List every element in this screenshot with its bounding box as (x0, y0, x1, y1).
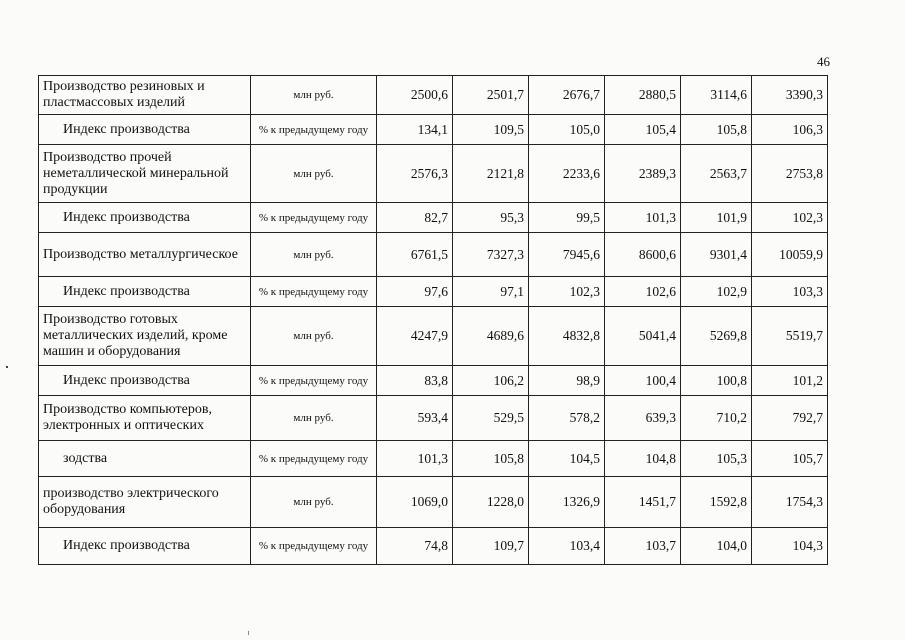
row-unit: % к предыдущему году (251, 203, 377, 233)
table-row (39, 277, 828, 307)
row-unit: % к предыдущему году (251, 528, 377, 565)
value-cell: 95,3 (453, 203, 529, 233)
value-cell: 102,3 (529, 277, 605, 307)
value-cell: 2676,7 (529, 76, 605, 115)
value-cell: 10059,9 (752, 233, 828, 277)
value-cell: 1451,7 (605, 477, 681, 528)
value-cell: 98,9 (529, 366, 605, 396)
value-cell: 101,3 (377, 441, 453, 477)
table-row (39, 366, 828, 396)
row-label: Производство прочей неметаллической минеральной продукции (39, 145, 251, 203)
value-cell: 3390,3 (752, 76, 828, 115)
value-cell: 2500,6 (377, 76, 453, 115)
value-cell: 134,1 (377, 115, 453, 145)
row-label: Производство резиновых и пластмассовых изделий (39, 76, 251, 115)
value-cell: 101,2 (752, 366, 828, 396)
value-cell: 578,2 (529, 396, 605, 441)
value-cell: 101,3 (605, 203, 681, 233)
value-cell: 7945,6 (529, 233, 605, 277)
row-unit: % к предыдущему году (251, 277, 377, 307)
value-cell: 106,3 (752, 115, 828, 145)
value-cell: 1069,0 (377, 477, 453, 528)
row-unit: млн руб. (251, 76, 377, 115)
value-cell: 101,9 (681, 203, 752, 233)
row-label: Производство компьютеров, электронных и оптических (39, 396, 251, 441)
row-unit: млн руб. (251, 396, 377, 441)
value-cell: 5519,7 (752, 307, 828, 366)
row-label: производство электрического оборудования (39, 477, 251, 528)
table-row (39, 441, 828, 477)
value-cell: 82,7 (377, 203, 453, 233)
row-label: Индекс производства (39, 203, 251, 233)
value-cell: 8600,6 (605, 233, 681, 277)
value-cell: 5269,8 (681, 307, 752, 366)
value-cell: 104,5 (529, 441, 605, 477)
value-cell: 105,8 (453, 441, 529, 477)
value-cell: 2563,7 (681, 145, 752, 203)
table-row (39, 477, 828, 528)
table-row (39, 307, 828, 366)
row-label: Производство готовых металлических изделий, кроме машин и оборудования (39, 307, 251, 366)
value-cell: 710,2 (681, 396, 752, 441)
value-cell: 106,2 (453, 366, 529, 396)
value-cell: 99,5 (529, 203, 605, 233)
table-row (39, 145, 828, 203)
value-cell: 109,5 (453, 115, 529, 145)
scan-tick-mark (248, 631, 249, 635)
table-row (39, 233, 828, 277)
value-cell: 2753,8 (752, 145, 828, 203)
value-cell: 105,8 (681, 115, 752, 145)
row-label: зодства (39, 441, 251, 477)
value-cell: 2880,5 (605, 76, 681, 115)
value-cell: 105,3 (681, 441, 752, 477)
value-cell: 104,3 (752, 528, 828, 565)
value-cell: 2501,7 (453, 76, 529, 115)
value-cell: 102,6 (605, 277, 681, 307)
value-cell: 105,7 (752, 441, 828, 477)
row-label: Индекс производства (39, 277, 251, 307)
row-unit: % к предыдущему году (251, 441, 377, 477)
value-cell: 2121,8 (453, 145, 529, 203)
value-cell: 100,8 (681, 366, 752, 396)
value-cell: 103,3 (752, 277, 828, 307)
value-cell: 7327,3 (453, 233, 529, 277)
value-cell: 1228,0 (453, 477, 529, 528)
value-cell: 104,0 (681, 528, 752, 565)
value-cell: 102,9 (681, 277, 752, 307)
value-cell: 109,7 (453, 528, 529, 565)
value-cell: 792,7 (752, 396, 828, 441)
table-body (39, 76, 828, 565)
value-cell: 3114,6 (681, 76, 752, 115)
value-cell: 83,8 (377, 366, 453, 396)
value-cell: 97,6 (377, 277, 453, 307)
table-row (39, 528, 828, 565)
row-unit: % к предыдущему году (251, 366, 377, 396)
value-cell: 2576,3 (377, 145, 453, 203)
value-cell: 529,5 (453, 396, 529, 441)
table-row (39, 203, 828, 233)
value-cell: 105,0 (529, 115, 605, 145)
value-cell: 9301,4 (681, 233, 752, 277)
value-cell: 2389,3 (605, 145, 681, 203)
value-cell: 103,4 (529, 528, 605, 565)
table-row (39, 396, 828, 441)
value-cell: 104,8 (605, 441, 681, 477)
row-label: Индекс производства (39, 528, 251, 565)
value-cell: 1592,8 (681, 477, 752, 528)
value-cell: 1754,3 (752, 477, 828, 528)
value-cell: 593,4 (377, 396, 453, 441)
value-cell: 100,4 (605, 366, 681, 396)
row-unit: млн руб. (251, 233, 377, 277)
table-row (39, 115, 828, 145)
value-cell: 6761,5 (377, 233, 453, 277)
value-cell: 102,3 (752, 203, 828, 233)
value-cell: 1326,9 (529, 477, 605, 528)
value-cell: 4832,8 (529, 307, 605, 366)
production-table (38, 75, 828, 565)
value-cell: 2233,6 (529, 145, 605, 203)
value-cell: 4247,9 (377, 307, 453, 366)
value-cell: 639,3 (605, 396, 681, 441)
row-label: Индекс производства (39, 366, 251, 396)
value-cell: 103,7 (605, 528, 681, 565)
scan-speck (6, 366, 8, 368)
table-row (39, 76, 828, 115)
value-cell: 74,8 (377, 528, 453, 565)
value-cell: 4689,6 (453, 307, 529, 366)
row-label: Индекс производства (39, 115, 251, 145)
row-label: Производство металлургическое (39, 233, 251, 277)
value-cell: 5041,4 (605, 307, 681, 366)
value-cell: 105,4 (605, 115, 681, 145)
row-unit: млн руб. (251, 307, 377, 366)
row-unit: млн руб. (251, 145, 377, 203)
page-number: 46 (817, 54, 830, 69)
row-unit: млн руб. (251, 477, 377, 528)
value-cell: 97,1 (453, 277, 529, 307)
row-unit: % к предыдущему году (251, 115, 377, 145)
